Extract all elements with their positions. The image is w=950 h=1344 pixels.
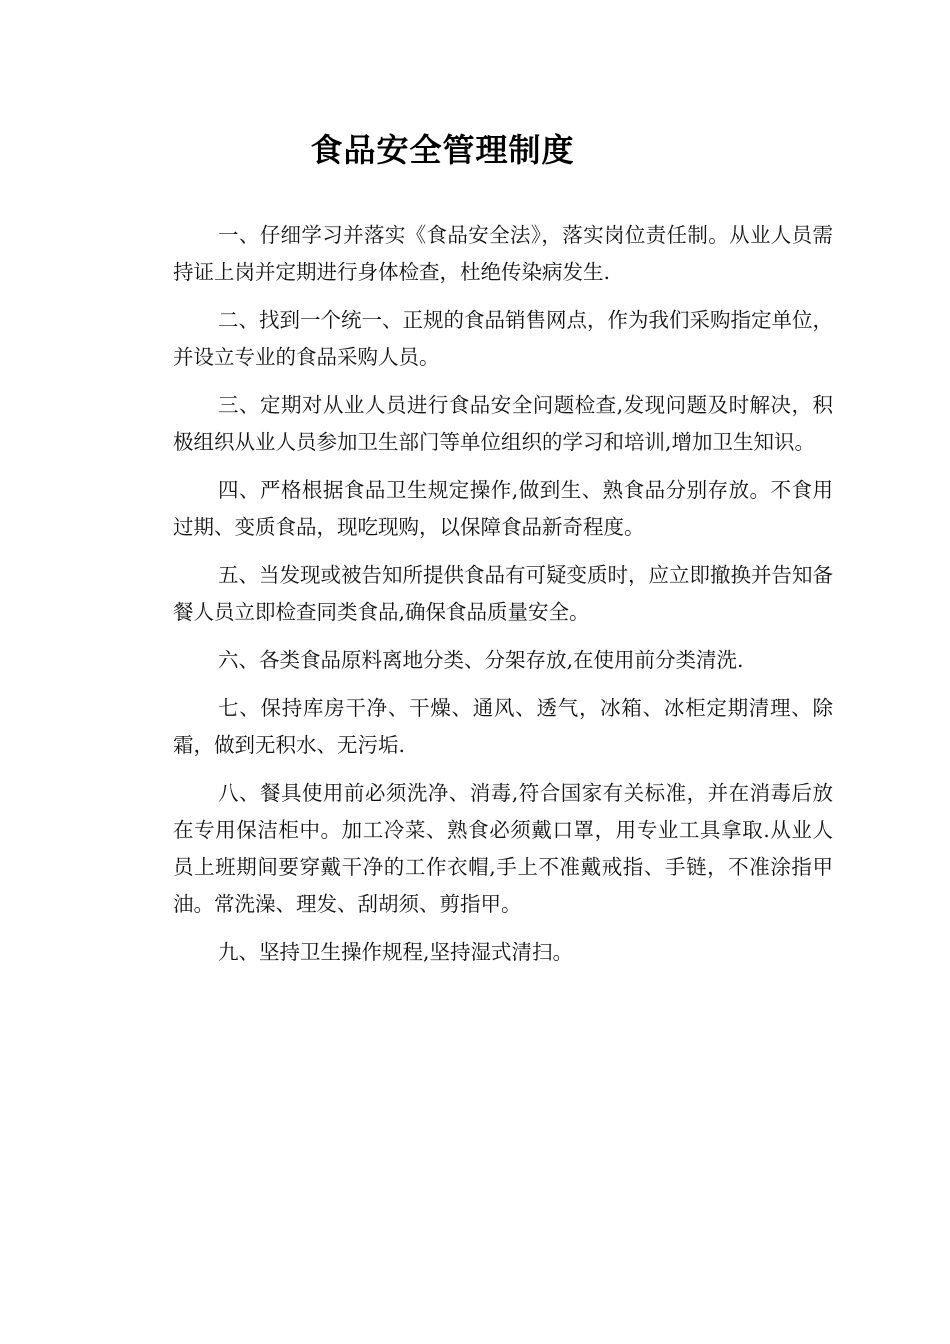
paragraph-7: 七、保持库房干净、干燥、通风、透气，冰箱、冰柜定期清理、除霜，做到无积水、无污垢. [173, 696, 833, 757]
document-title: 食品安全管理制度 [310, 131, 575, 169]
paragraph-3: 三、定期对从业人员进行食品安全问题检查,发现问题及时解决，积极组织从业人员参加卫生部门等单位组织的学习和培训,增加卫生知识。 [173, 393, 833, 454]
document-body [173, 217, 833, 982]
paragraph-2: 二、找到一个统一、正规的食品销售网点，作为我们采购指定单位，并设立专业的食品采购人员。 [173, 308, 833, 369]
paragraph-8: 八、餐具使用前必须洗净、消毒,符合国家有关标准，并在消毒后放在专用保洁柜中。加工冷菜、熟食必须戴口罩，用专业工具拿取.从业人员上班期间要穿戴干净的工作衣帽,手上不准戴戒指、手链，不准涂指甲油。常洗澡、理发、刮胡须、剪指甲。 [173, 781, 833, 916]
paragraph-9: 九、坚持卫生操作规程,坚持湿式清扫。 [218, 940, 574, 964]
paragraph-5: 五、当发现或被告知所提供食品有可疑变质时，应立即撤换并告知备餐人员立即检查同类食品,确保食品质量安全。 [173, 563, 833, 624]
paragraph-6: 六、各类食品原料离地分类、分架存放,在使用前分类清洗. [218, 648, 744, 672]
paragraph-4: 四、严格根据食品卫生规定操作,做到生、熟食品分别存放。不食用过期、变质食品，现吃现购，以保障食品新奇程度。 [173, 478, 833, 539]
paragraph-1: 一、仔细学习并落实《食品安全法》，落实岗位责任制。从业人员需持证上岗并定期进行身体检查，杜绝传染病发生. [173, 223, 833, 284]
